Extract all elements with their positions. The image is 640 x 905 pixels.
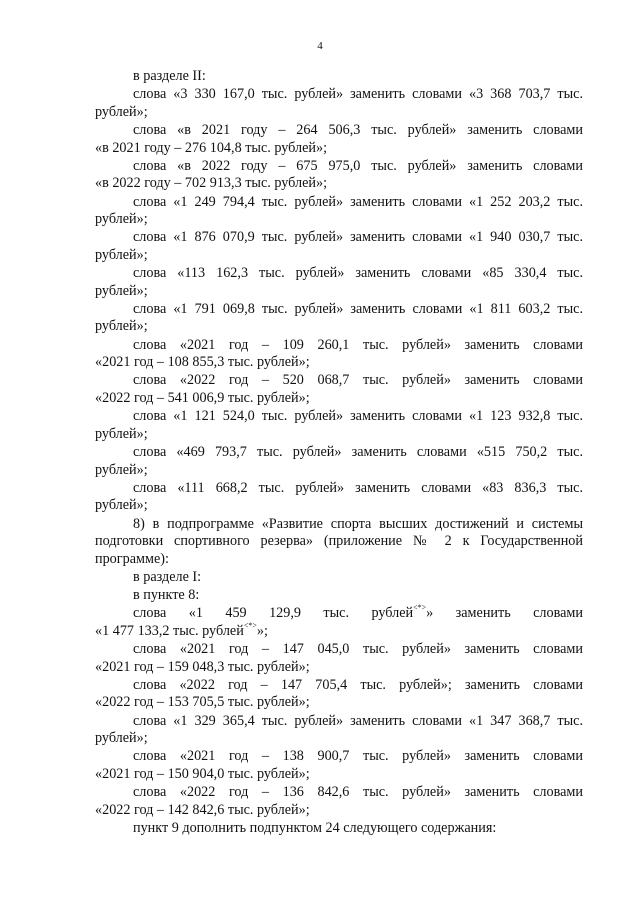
paragraph-line: слова «в 2021 году – 264 506,3 тыс. рублей» заменить словами — [133, 121, 583, 138]
document-body — [95, 68, 583, 838]
paragraph — [95, 337, 583, 372]
quote-text: » заменить словами — [426, 605, 583, 622]
paragraph: в разделе I: — [133, 568, 202, 585]
paragraph: в пункте 8: — [133, 587, 200, 604]
paragraph — [95, 158, 583, 193]
paragraph-line: «2022 год – 541 006,9 тыс. рублей»; — [95, 390, 310, 407]
paragraph-line: «2022 год – 142 842,6 тыс. рублей»; — [95, 801, 310, 818]
paragraph-line: «2021 год – 159 048,3 тыс. рублей»; — [95, 658, 310, 675]
paragraph-line: слова «1 329 365,4 тыс. рублей» заменить словами «1 347 368,7 тыс. — [133, 712, 583, 729]
paragraph-line: «2021 год – 108 855,3 тыс. рублей»; — [95, 354, 310, 371]
paragraph — [95, 265, 583, 300]
paragraph — [95, 122, 583, 157]
paragraph-line: «в 2022 году – 702 913,3 тыс. рублей»; — [95, 175, 328, 192]
paragraph: пункт 9 дополнить подпунктом 24 следующего содержания: — [133, 820, 497, 836]
paragraph — [95, 301, 583, 336]
paragraph-line: слова «1 876 070,9 тыс. рублей» заменить словами «1 940 030,7 тыс. — [133, 229, 583, 246]
paragraph — [95, 641, 583, 676]
paragraph — [95, 784, 583, 819]
paragraph-line: рублей»; — [95, 730, 148, 747]
paragraph: в разделе II: — [133, 68, 206, 84]
paragraph — [95, 444, 583, 479]
paragraph-line: рублей»; — [95, 103, 148, 120]
paragraph-line: «2021 год – 150 904,0 тыс. рублей»; — [95, 766, 310, 783]
paragraph-line: слова «2021 год – 138 900,7 тыс. рублей» заменить словами — [133, 748, 583, 765]
paragraph-line: рублей»; — [95, 461, 148, 478]
paragraph — [95, 748, 583, 783]
paragraph — [95, 372, 583, 407]
paragraph — [95, 86, 583, 121]
paragraph-line: слова «113 162,3 тыс. рублей» заменить словами «85 330,4 тыс. — [133, 265, 583, 282]
paragraph-line: слова «2021 год – 147 045,0 тыс. рублей» заменить словами — [133, 641, 583, 658]
footnote-mark: <*> — [413, 603, 427, 613]
paragraph-line: «в 2021 году – 276 104,8 тыс. рублей»; — [95, 139, 328, 156]
paragraph-line: слова «2021 год – 109 260,1 тыс. рублей» заменить словами — [133, 336, 583, 353]
paragraph-line: рублей»; — [95, 246, 148, 263]
paragraph-line: слова «469 793,7 тыс. рублей» заменить словами «515 750,2 тыс. — [133, 444, 583, 460]
paragraph-line: слова «3 330 167,0 тыс. рублей» заменить словами «3 368 703,7 тыс. — [133, 86, 583, 103]
paragraph-line: слова «2022 год – 136 842,6 тыс. рублей» заменить словами — [133, 784, 583, 801]
footnote-mark: <*> — [243, 620, 257, 630]
paragraph-line: «2022 год – 153 705,5 тыс. рублей»; — [95, 694, 310, 711]
paragraph-line: слова «2022 год – 520 068,7 тыс. рублей» заменить словами — [133, 372, 583, 389]
paragraph-line: рублей»; — [95, 318, 148, 335]
paragraph-line: слова «в 2022 году – 675 975,0 тыс. рублей» заменить словами — [133, 157, 583, 174]
paragraph-line: рублей»; — [95, 497, 148, 514]
quote-text: »; — [256, 622, 268, 639]
paragraph-line: слова «111 668,2 тыс. рублей» заменить словами «83 836,3 тыс. — [133, 479, 583, 496]
paragraph-line: слова «1 791 069,8 тыс. рублей» заменить словами «1 811 603,2 тыс. — [133, 300, 583, 317]
paragraph — [95, 229, 583, 264]
paragraph — [95, 480, 583, 515]
page-number: 4 — [317, 40, 323, 52]
paragraph-line: слова «1 121 524,0 тыс. рублей» заменить словами «1 123 932,8 тыс. — [133, 408, 583, 425]
paragraph — [95, 605, 583, 640]
paragraph — [95, 713, 583, 748]
paragraph-line — [95, 620, 583, 641]
paragraph-line: слова «2022 год – 147 705,4 тыс. рублей»; заменить словами — [133, 676, 583, 693]
paragraph-line: слова «1 249 794,4 тыс. рублей» заменить словами «1 252 203,2 тыс. — [133, 193, 583, 210]
paragraph — [95, 677, 583, 712]
paragraph — [95, 194, 583, 229]
paragraph-line — [95, 605, 583, 623]
quote-text: слова «1 459 129,9 тыс. рублей — [133, 605, 414, 622]
paragraph-line: рублей»; — [95, 282, 148, 299]
paragraph-line: рублей»; — [95, 425, 148, 442]
paragraph-subprogram: 8) в подпрограмме «Развитие спорта высших достижений и системы подготовки спортивного резерва» (приложение № 2 к Государственной программе): — [95, 515, 583, 567]
quote-text: «1 477 133,2 тыс. рублей — [95, 622, 244, 639]
paragraph — [95, 408, 583, 443]
paragraph-line: рублей»; — [95, 211, 148, 228]
